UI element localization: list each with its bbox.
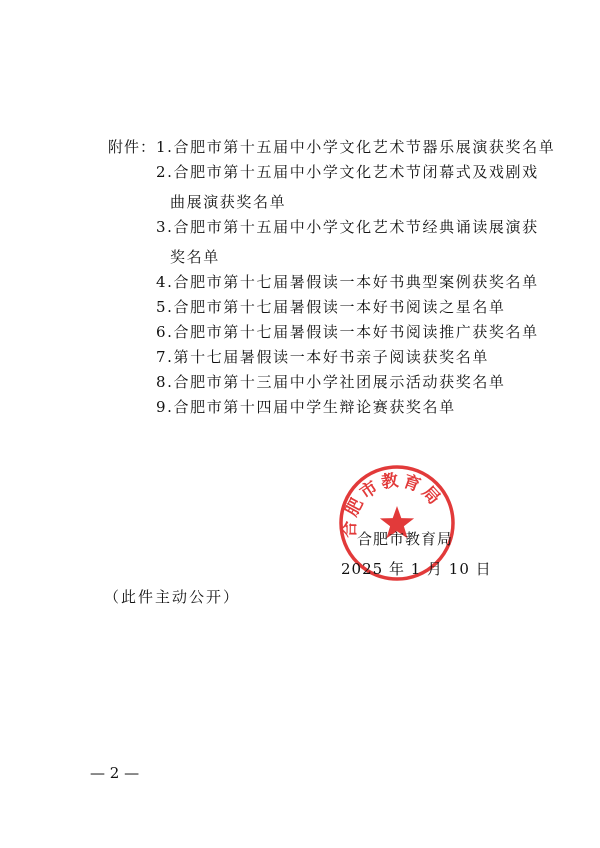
attachment-line: 9.合肥市第十四届中学生辩论赛获奖名单 xyxy=(156,398,456,416)
public-disclosure-note: （此件主动公开） xyxy=(104,588,241,606)
page-number: — 2 — xyxy=(90,764,140,782)
attachment-line: 8.合肥市第十三届中小学社团展示活动获奖名单 xyxy=(156,373,506,391)
attachment-line: 1.合肥市第十五届中小学文化艺术节器乐展演获奖名单 xyxy=(156,138,556,156)
attachments-list xyxy=(156,137,556,422)
attachment-line: 5.合肥市第十七届暑假读一本好书阅读之星名单 xyxy=(156,298,506,316)
attachments-label: 附件： xyxy=(108,138,157,156)
attachment-item xyxy=(156,157,556,217)
attachment-line-continued: 奖名单 xyxy=(170,248,220,266)
attachment-line: 6.合肥市第十七届暑假读一本好书阅读推广获奖名单 xyxy=(156,323,539,341)
attachment-line: 2.合肥市第十五届中小学文化艺术节闭幕式及戏剧戏 xyxy=(156,163,539,181)
issuer-name: 合肥市教育局 xyxy=(357,530,454,548)
issue-date: 2025 年 1 月 10 日 xyxy=(341,560,492,578)
attachment-line-continued: 曲展演获奖名单 xyxy=(170,193,287,211)
attachment-line: 3.合肥市第十五届中小学文化艺术节经典诵读展演获 xyxy=(156,218,539,236)
attachment-item xyxy=(156,212,556,272)
seal-lettering: 合肥市教育局 xyxy=(339,470,446,538)
attachment-line: 4.合肥市第十七届暑假读一本好书典型案例获奖名单 xyxy=(156,273,539,291)
attachment-line: 7.第十七届暑假读一本好书亲子阅读获奖名单 xyxy=(156,348,489,366)
